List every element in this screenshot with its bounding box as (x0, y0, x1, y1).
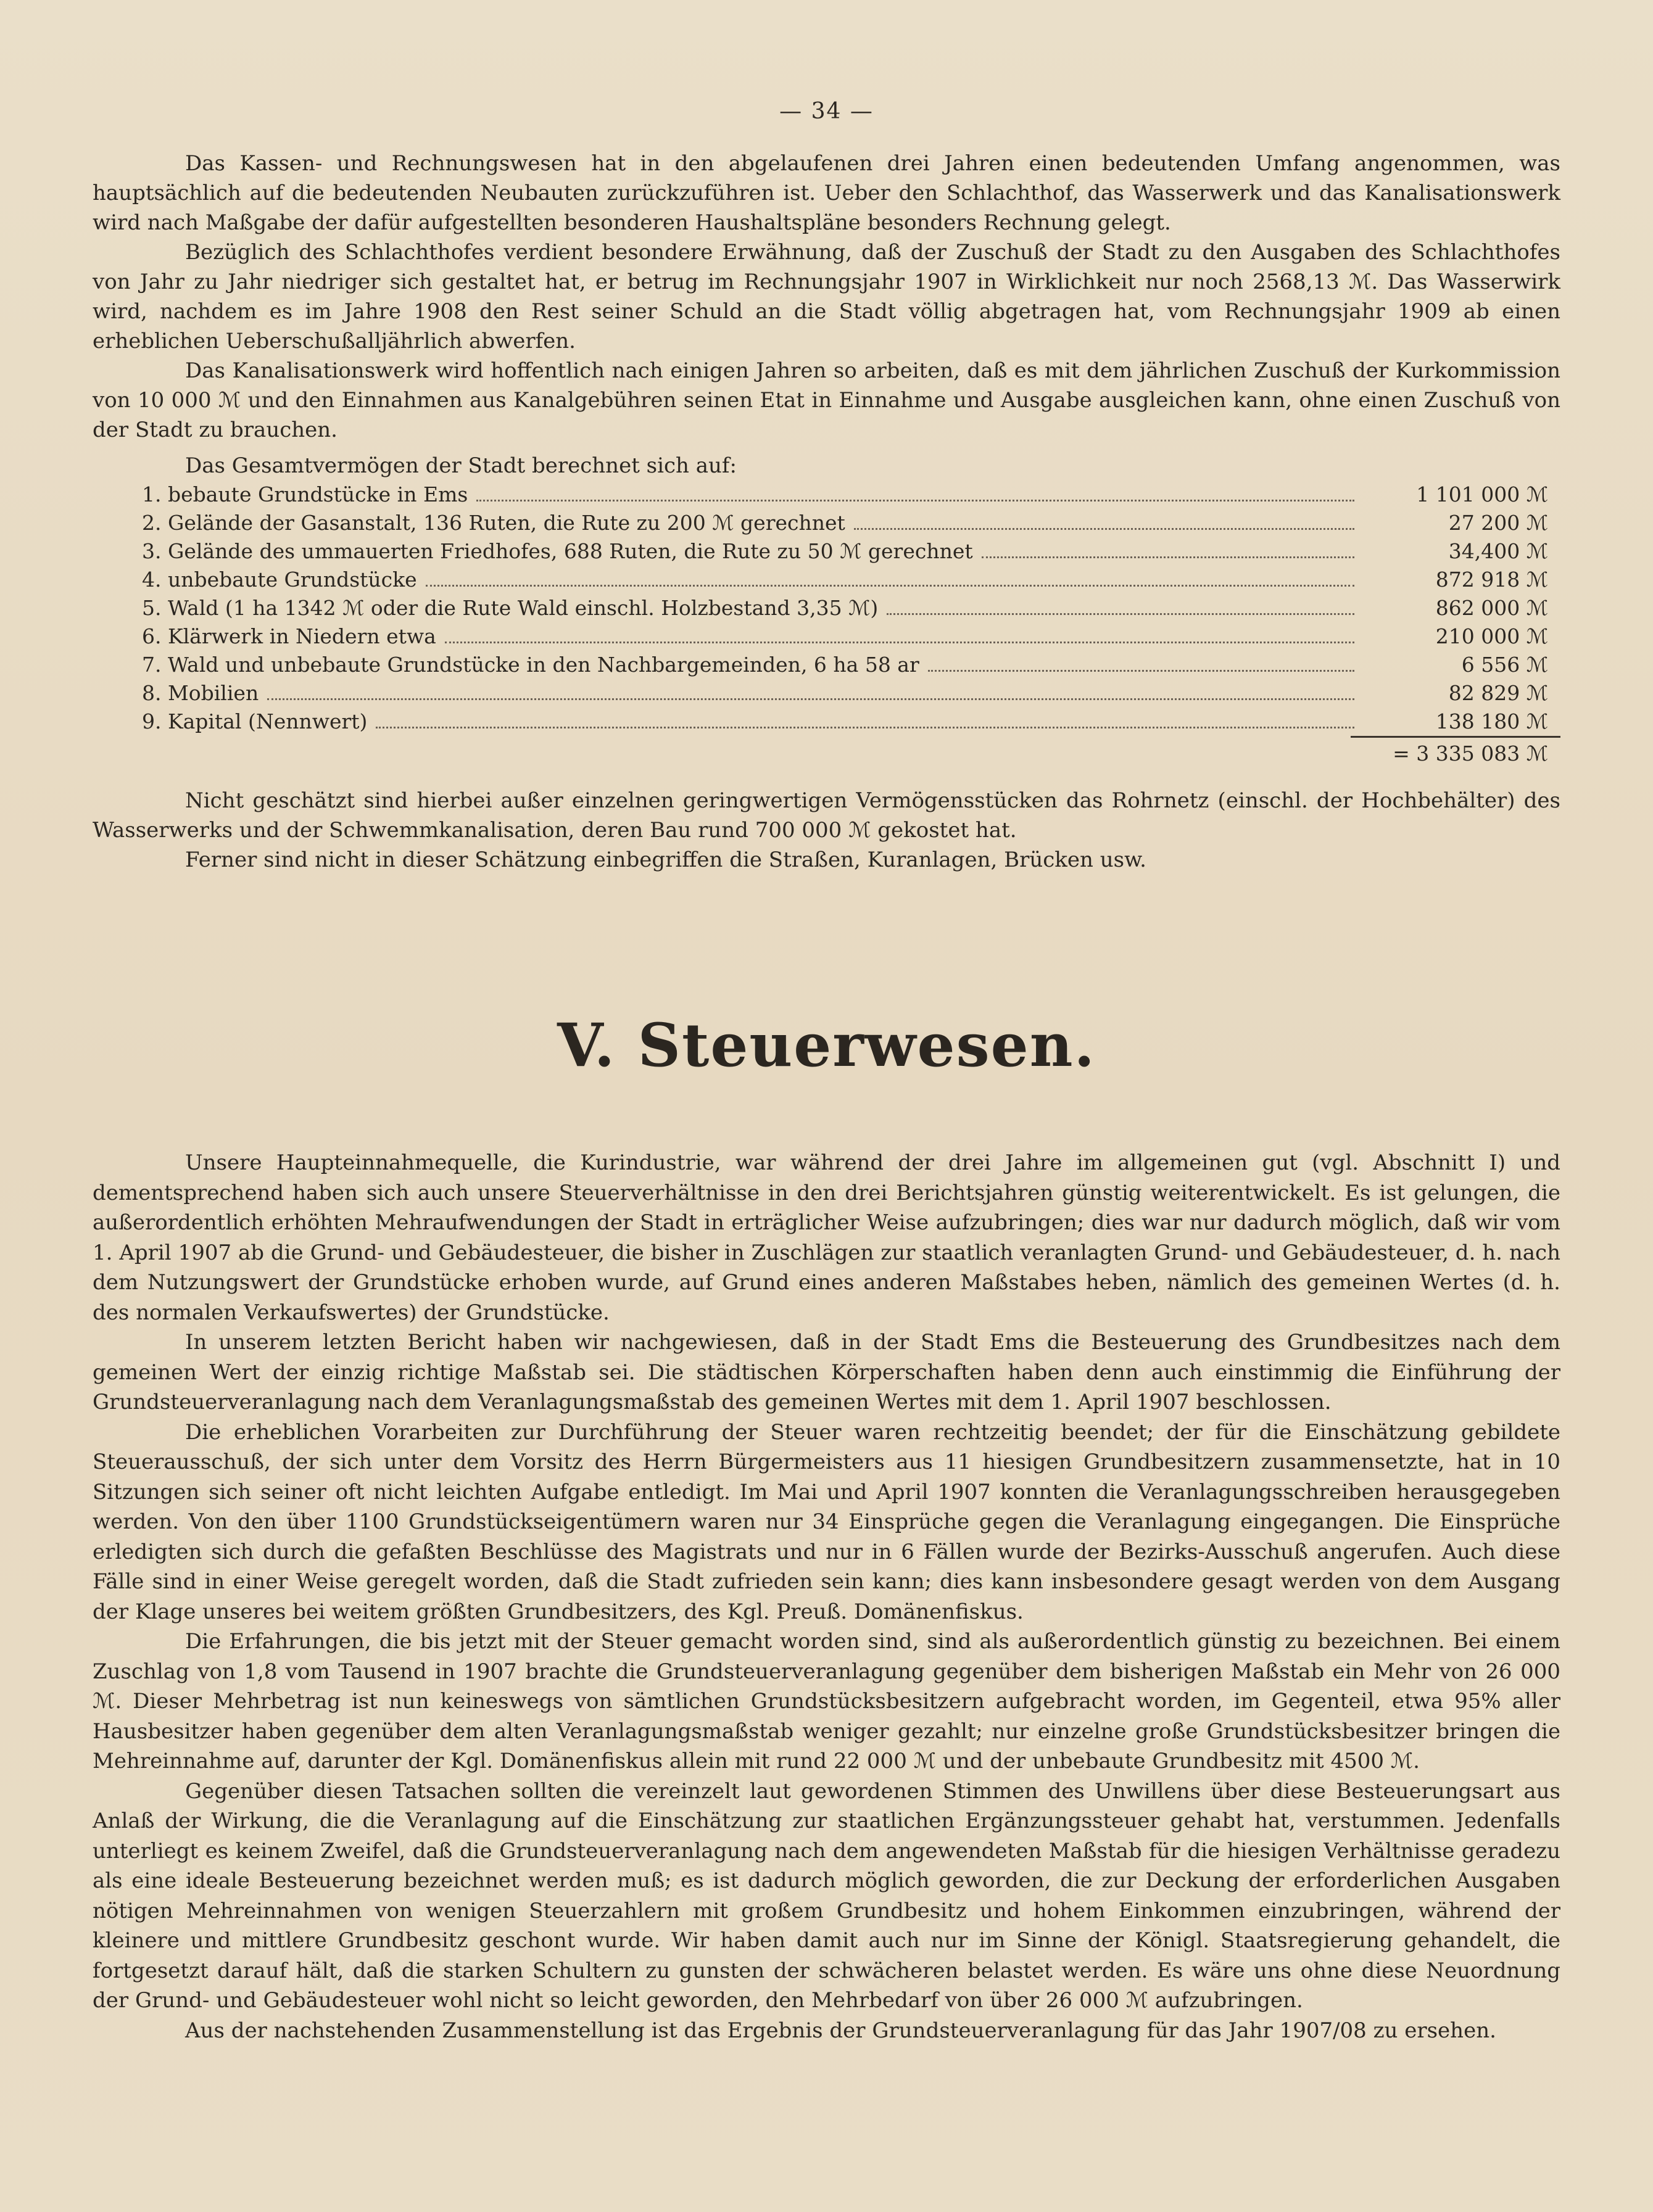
asset-row (93, 566, 1560, 594)
page-number: — 34 — (779, 99, 874, 124)
asset-label: 6. Klärwerk in Niedern etwa (142, 624, 436, 648)
asset-label: 9. Kapital (Nennwert) (142, 709, 368, 733)
asset-value: 6 556 ℳ (1461, 653, 1548, 677)
asset-row (93, 594, 1560, 622)
assets-list (93, 481, 1560, 770)
asset-label: 3. Gelände des ummauerten Friedhofes, 688 Ruten, die Rute zu 50 ℳ gerechnet (142, 539, 973, 563)
dot-leader (267, 698, 1354, 700)
assets-intro: Das Gesamtvermögen der Stadt berechnet sich auf: (185, 453, 737, 478)
paragraph: Das Kanalisationswerk wird hoffentlich nach einigen Jahren so arbeiten, daß es mit dem jährlichen Zuschuß der Kurkommission von 10 000 ℳ und den Einnahmen aus Kanalgebühren seinen Etat in Einnahme und Ausgabe ausgleichen kann, ohne einen Zuschuß von der Stadt zu brauchen. (93, 358, 1560, 442)
asset-row (93, 537, 1560, 566)
asset-value: 1 101 000 ℳ (1416, 482, 1548, 506)
asset-row (93, 708, 1560, 736)
paragraph: Ferner sind nicht in dieser Schätzung einbegriffen die Straßen, Kuranlagen, Brücken usw. (185, 848, 1146, 872)
asset-label: 5. Wald (1 ha 1342 ℳ oder die Rute Wald einschl. Holzbestand 3,35 ℳ) (142, 596, 879, 620)
asset-value: 862 000 ℳ (1435, 596, 1548, 620)
dot-leader (426, 585, 1354, 587)
asset-label: 1. bebaute Grundstücke in Ems (142, 482, 468, 506)
dot-leader (887, 613, 1354, 615)
dot-leader (928, 670, 1354, 672)
paragraph: Gegenüber diesen Tatsachen sollten die vereinzelt laut gewordenen Stimmen des Unwillens über diese Besteuerungsart aus Anlaß der Wirkung, die die Veranlagung auf die Einschätzung zur staatlichen Ergänzungssteuer gehabt hat, verstummen. Jedenfalls unterliegt es keinem Zweifel, daß die Grundsteuerveranlagung nach dem angewendeten Maßstab für die hiesigen Verhältnisse geradezu als eine ideale Besteuerung bezeichnet werden muß; es ist dadurch möglich geworden, die zur Deckung der erforderlichen Ausgaben nötigen Mehreinnahmen von wenigen Steuerzahlern mit großem Grundbesitz und hohem Einkommen einzubringen, während der kleinere und mittlere Grundbesitz geschont wurde. Wir haben damit auch nur im Sinne der Königl. Staatsregierung gehandelt, die fortgesetzt darauf hält, daß die starken Schultern zu gunsten der schwächeren belastet werden. Es wäre uns ohne diese Neuordnung der Grund- und Gebäudesteuer wohl nicht so leicht geworden, den Mehrbedarf von über 26 000 ℳ aufzubringen. (93, 1778, 1560, 2013)
dot-leader (982, 556, 1354, 558)
asset-row (93, 679, 1560, 708)
paragraph: Die erheblichen Vorarbeiten zur Durchführung der Steuer waren rechtzeitig beendet; der für die Einschätzung gebildete Steuerausschuß, der sich unter dem Vorsitz des Herrn Bürgermeisters aus 11 hiesigen Grundbesitzern zusammensetzte, hat in 10 Sitzungen sich seiner oft nicht leichten Aufgabe entledigt. Im Mai und April 1907 konnten die Veranlagungsschreiben herausgegeben werden. Von den über 1100 Grundstückseigentümern waren nur 34 Einsprüche gegen die Veranlagung eingegangen. Die Einsprüche erledigten sich durch die gefaßten Beschlüsse des Magistrats und nur in 6 Fällen wurde der Bezirks-Ausschuß angerufen. Auch diese Fälle sind in einer Weise geregelt worden, daß die Stadt zufrieden sein kann; dies kann insbesondere gesagt werden von dem Ausgang der Klage unseres bei weitem größten Grundbesitzers, des Kgl. Preuß. Domänenfiskus. (93, 1419, 1560, 1624)
paragraph: Das Kassen- und Rechnungswesen hat in den abgelaufenen drei Jahren einen bedeutenden Umfang angenommen, was hauptsächlich auf die bedeutenden Neubauten zurückzuführen ist. Ueber den Schlachthof, das Wasserwerk und das Kanalisationswerk wird nach Maßgabe der dafür aufgestellten besonderen Haushaltspläne besonders Rechnung gelegt. (93, 151, 1560, 235)
asset-row (93, 622, 1560, 651)
dot-leader (476, 500, 1354, 501)
asset-row (93, 651, 1560, 679)
paragraph: In unserem letzten Bericht haben wir nachgewiesen, daß in der Stadt Ems die Besteuerung des Grundbesitzes nach dem gemeinen Wert der einzig richtige Maßstab sei. Die städtischen Körperschaften haben denn auch einstimmig die Einführung der Grundsteuerveranlagung nach dem Veranlagungsmaßstab des gemeinen Wertes mit dem 1. April 1907 beschlossen. (93, 1330, 1560, 1414)
section-body (93, 1148, 1560, 2045)
dot-leader (376, 727, 1354, 728)
asset-label: 4. unbebaute Grundstücke (142, 567, 417, 592)
paragraph: Aus der nachstehenden Zusammenstellung ist das Ergebnis der Grundsteuerveranlagung für das Jahr 1907/08 zu ersehen. (185, 2018, 1496, 2043)
assets-total: = 3 335 083 ℳ (1351, 736, 1560, 770)
asset-row (93, 481, 1560, 509)
dot-leader (854, 528, 1354, 530)
paragraph: Nicht geschätzt sind hierbei außer einzelnen geringwertigen Vermögensstücken das Rohrnetz (einschl. der Hochbehälter) des Wasserwerks und der Schwemmkanalisation, deren Bau rund 700 000 ℳ gekostet hat. (93, 788, 1560, 843)
assets-notes (93, 786, 1560, 875)
dot-leader (445, 642, 1354, 643)
asset-label: 8. Mobilien (142, 681, 259, 705)
paragraph: Bezüglich des Schlachthofes verdient besondere Erwähnung, daß der Zuschuß der Stadt zu den Ausgaben des Schlachthofes von Jahr zu Jahr niedriger sich gestaltet hat, er betrug im Rechnungsjahr 1907 in Wirklichkeit nur noch 2568,13 ℳ. Das Wasserwirk wird, nachdem es im Jahre 1908 den Rest seiner Schuld an die Stadt völlig abgetragen hat, vom Rechnungsjahr 1909 ab einen erheblichen Ueberschußalljährlich abwerfen. (93, 240, 1560, 353)
section-title: V. Steuerwesen. (557, 1010, 1096, 1080)
assets-total-row (93, 736, 1560, 770)
asset-value: 210 000 ℳ (1435, 624, 1548, 648)
asset-label: 2. Gelände der Gasanstalt, 136 Ruten, die Rute zu 200 ℳ gerechnet (142, 511, 845, 535)
paragraph: Die Erfahrungen, die bis jetzt mit der Steuer gemacht worden sind, sind als außerordentlich günstig zu bezeichnen. Bei einem Zuschlag von 1,8 vom Tausend in 1907 brachte die Grundsteuerveranlagung gegenüber dem bisherigen Maßstab ein Mehr von 26 000 ℳ. Dieser Mehrbetrag ist nun keineswegs von sämtlichen Grundstücksbesitzern aufgebracht worden, im Gegenteil, etwa 95% aller Hausbesitzer haben gegenüber dem alten Veranlagungsmaßstab weniger gezahlt; nur einzelne große Grundstücksbesitzer bringen die Mehreinnahme auf, darunter der Kgl. Domänenfiskus allein mit rund 22 000 ℳ und der unbebaute Grundbesitz mit 4500 ℳ. (93, 1629, 1560, 1773)
asset-value: 82 829 ℳ (1448, 681, 1548, 705)
paragraph: Unsere Haupteinnahmequelle, die Kurindustrie, war während der drei Jahre im allgemeinen gut (vgl. Abschnitt I) und dementsprechend haben sich auch unsere Steuerverhältnisse in den drei Berichtsjahren günstig weiterentwickelt. Es ist gelungen, die außerordentlich erhöhten Mehraufwendungen der Stadt in erträglicher Weise aufzubringen; dies war nur dadurch möglich, daß wir vom 1. April 1907 ab die Grund- und Gebäudesteuer, die bisher in Zuschlägen zur staatlich veranlagten Grund- und Gebäudesteuer, d. h. nach dem Nutzungswert der Grundstücke erhoben wurde, auf Grund eines anderen Maßstabes heben, nämlich des gemeinen Wertes (d. h. des normalen Verkaufswertes) der Grundstücke. (93, 1150, 1560, 1325)
asset-value: 34,400 ℳ (1448, 539, 1548, 563)
asset-label: 7. Wald und unbebaute Grundstücke in den Nachbargemeinden, 6 ha 58 ar (142, 653, 919, 677)
asset-row (93, 509, 1560, 537)
intro-text (93, 149, 1560, 445)
asset-value: 138 180 ℳ (1435, 709, 1548, 733)
asset-value: 27 200 ℳ (1448, 511, 1548, 535)
asset-value: 872 918 ℳ (1435, 567, 1548, 592)
